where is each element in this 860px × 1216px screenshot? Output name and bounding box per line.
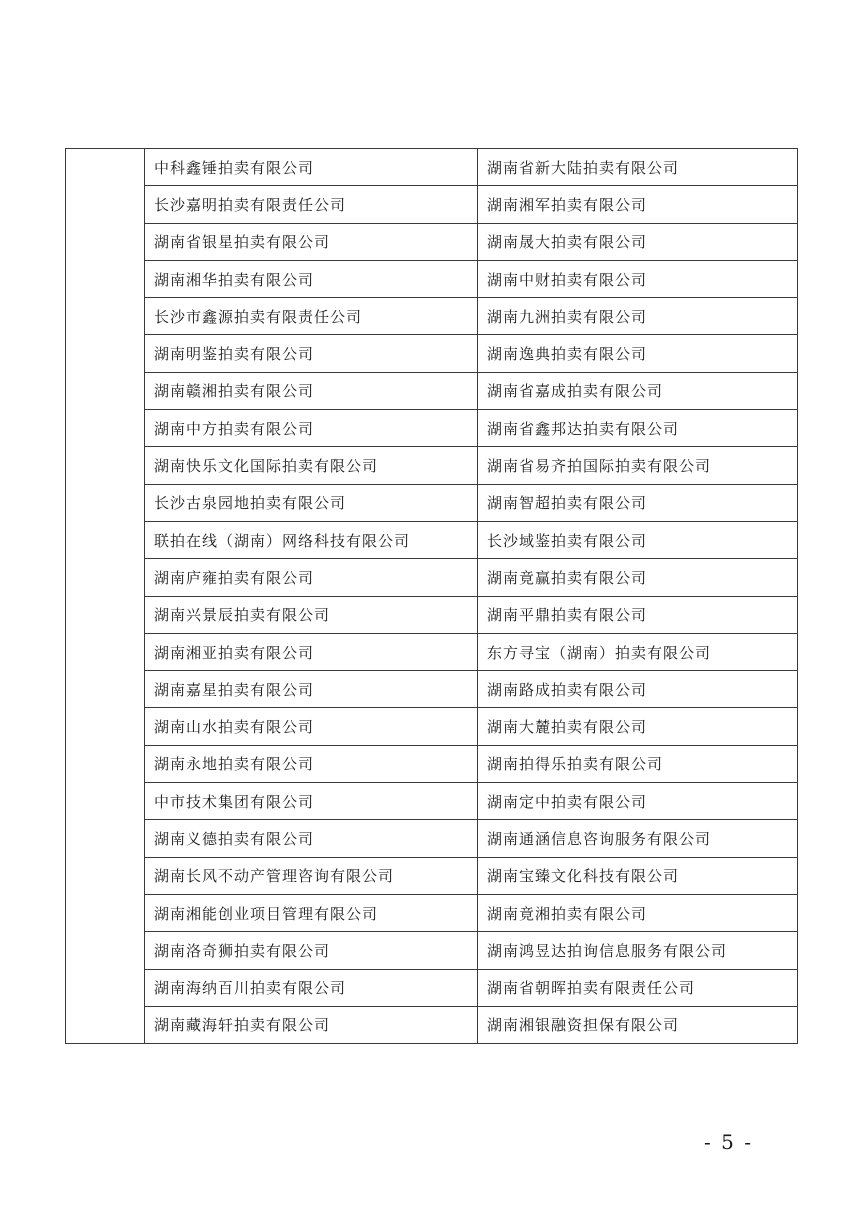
company-name-left: 湖南嘉星拍卖有限公司 xyxy=(145,671,478,708)
company-name-left: 湖南中方拍卖有限公司 xyxy=(145,410,478,447)
table-row xyxy=(66,149,798,186)
table-row xyxy=(66,783,798,820)
table-row xyxy=(66,969,798,1006)
table-row xyxy=(66,372,798,409)
table-row xyxy=(66,260,798,297)
company-name-left: 长沙嘉明拍卖有限责任公司 xyxy=(145,186,478,223)
company-name-left: 湖南长风不动产管理咨询有限公司 xyxy=(145,857,478,894)
page-number: - 5 - xyxy=(704,1130,753,1154)
company-list-table xyxy=(65,148,798,1044)
company-name-right: 湖南智超拍卖有限公司 xyxy=(478,484,798,521)
company-name-right: 湖南路成拍卖有限公司 xyxy=(478,671,798,708)
table-row xyxy=(66,521,798,558)
company-name-right: 湖南逸典拍卖有限公司 xyxy=(478,335,798,372)
table-row xyxy=(66,857,798,894)
company-name-right: 湖南湘军拍卖有限公司 xyxy=(478,186,798,223)
table-row xyxy=(66,708,798,745)
company-name-right: 湖南省新大陆拍卖有限公司 xyxy=(478,149,798,186)
company-name-left: 湖南赣湘拍卖有限公司 xyxy=(145,372,478,409)
company-name-right: 湖南省鑫邦达拍卖有限公司 xyxy=(478,410,798,447)
company-name-left: 湖南洛奇狮拍卖有限公司 xyxy=(145,932,478,969)
company-name-right: 湖南大麓拍卖有限公司 xyxy=(478,708,798,745)
company-name-right: 湖南中财拍卖有限公司 xyxy=(478,260,798,297)
company-name-left: 湖南兴景辰拍卖有限公司 xyxy=(145,596,478,633)
company-name-left: 湖南明鉴拍卖有限公司 xyxy=(145,335,478,372)
company-name-left: 湖南海纳百川拍卖有限公司 xyxy=(145,969,478,1006)
table-row xyxy=(66,223,798,260)
company-name-left: 湖南省银星拍卖有限公司 xyxy=(145,223,478,260)
table-row xyxy=(66,335,798,372)
company-name-left: 湖南山水拍卖有限公司 xyxy=(145,708,478,745)
company-name-left: 湖南义德拍卖有限公司 xyxy=(145,820,478,857)
table-row xyxy=(66,559,798,596)
company-name-right: 湖南竟赢拍卖有限公司 xyxy=(478,559,798,596)
company-name-left: 湖南快乐文化国际拍卖有限公司 xyxy=(145,447,478,484)
company-name-left: 湖南永地拍卖有限公司 xyxy=(145,745,478,782)
table-row xyxy=(66,484,798,521)
company-list-body xyxy=(66,149,798,1044)
company-name-left: 中市技术集团有限公司 xyxy=(145,783,478,820)
company-name-right: 湖南晟大拍卖有限公司 xyxy=(478,223,798,260)
company-name-right: 湖南定中拍卖有限公司 xyxy=(478,783,798,820)
company-name-right: 湖南通涵信息咨询服务有限公司 xyxy=(478,820,798,857)
company-name-right: 湖南省朝晖拍卖有限责任公司 xyxy=(478,969,798,1006)
company-name-right: 湖南平鼎拍卖有限公司 xyxy=(478,596,798,633)
company-name-left: 湖南湘华拍卖有限公司 xyxy=(145,260,478,297)
table-row xyxy=(66,447,798,484)
table-row xyxy=(66,633,798,670)
company-name-left: 长沙市鑫源拍卖有限责任公司 xyxy=(145,298,478,335)
company-name-left: 中科鑫锤拍卖有限公司 xyxy=(145,149,478,186)
company-name-left: 湖南庐雍拍卖有限公司 xyxy=(145,559,478,596)
company-name-left: 湖南湘亚拍卖有限公司 xyxy=(145,633,478,670)
table-row xyxy=(66,671,798,708)
company-name-right: 湖南鸿昱达拍询信息服务有限公司 xyxy=(478,932,798,969)
company-name-right: 湖南竟湘拍卖有限公司 xyxy=(478,894,798,931)
company-name-left: 湖南湘能创业项目管理有限公司 xyxy=(145,894,478,931)
table-row xyxy=(66,410,798,447)
category-cell xyxy=(66,149,145,1044)
company-name-right: 湖南省易齐拍国际拍卖有限公司 xyxy=(478,447,798,484)
table-row xyxy=(66,596,798,633)
table-row xyxy=(66,186,798,223)
company-name-right: 长沙域鉴拍卖有限公司 xyxy=(478,521,798,558)
company-name-right: 东方寻宝（湖南）拍卖有限公司 xyxy=(478,633,798,670)
table-row xyxy=(66,745,798,782)
company-name-right: 湖南拍得乐拍卖有限公司 xyxy=(478,745,798,782)
table-row xyxy=(66,820,798,857)
company-name-right: 湖南省嘉成拍卖有限公司 xyxy=(478,372,798,409)
company-name-left: 湖南藏海轩拍卖有限公司 xyxy=(145,1006,478,1043)
table-row xyxy=(66,894,798,931)
table-row xyxy=(66,298,798,335)
company-name-left: 长沙古泉园地拍卖有限公司 xyxy=(145,484,478,521)
table-row xyxy=(66,1006,798,1043)
company-name-left: 联拍在线（湖南）网络科技有限公司 xyxy=(145,521,478,558)
company-name-right: 湖南九洲拍卖有限公司 xyxy=(478,298,798,335)
company-name-right: 湖南湘银融资担保有限公司 xyxy=(478,1006,798,1043)
company-name-right: 湖南宝臻文化科技有限公司 xyxy=(478,857,798,894)
table-row xyxy=(66,932,798,969)
